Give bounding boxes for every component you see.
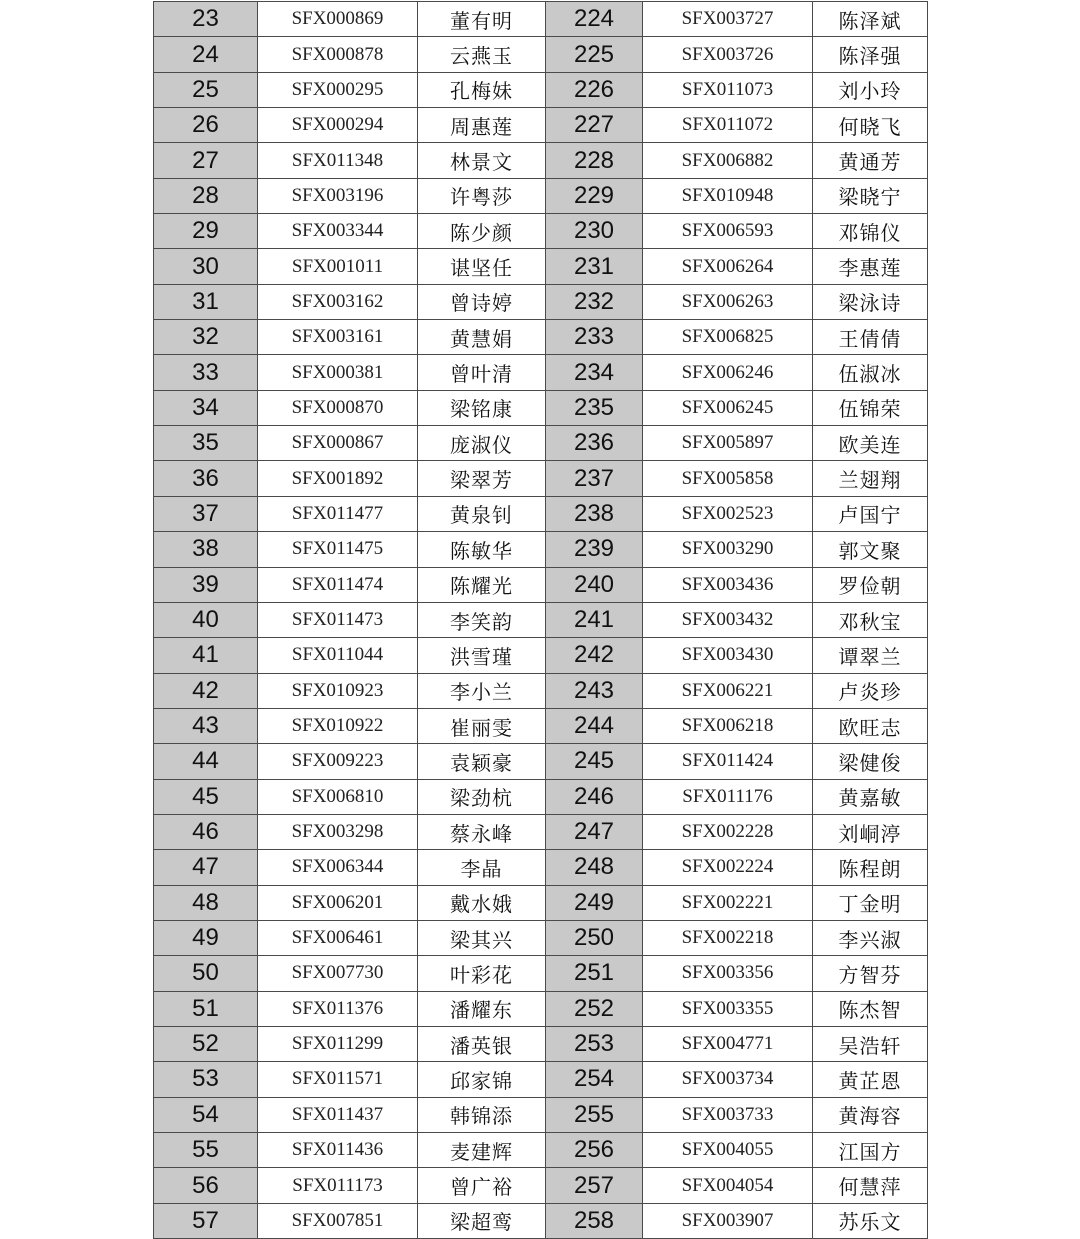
right-member-code-cell: SFX005858 <box>643 461 813 496</box>
table-row <box>154 1097 928 1132</box>
right-member-code-cell: SFX006825 <box>643 320 813 355</box>
left-row-number-cell: 40 <box>154 602 258 637</box>
right-row-number-cell: 245 <box>546 744 643 779</box>
right-row-number-cell: 229 <box>546 178 643 213</box>
left-row-number-cell: 46 <box>154 814 258 849</box>
left-member-code-cell: SFX000295 <box>258 72 418 107</box>
table-row <box>154 920 928 955</box>
left-row-number-cell: 50 <box>154 956 258 991</box>
right-member-name-cell: 吴浩轩 <box>813 1026 928 1061</box>
table-row <box>154 1168 928 1203</box>
left-row-number-cell: 28 <box>154 178 258 213</box>
right-member-code-cell: SFX002218 <box>643 920 813 955</box>
left-member-name-cell: 曾广裕 <box>418 1168 546 1203</box>
right-row-number-cell: 228 <box>546 143 643 178</box>
right-member-code-cell: SFX004771 <box>643 1026 813 1061</box>
table-row <box>154 638 928 673</box>
right-member-code-cell: SFX006221 <box>643 673 813 708</box>
left-row-number-cell: 24 <box>154 37 258 72</box>
left-row-number-cell: 34 <box>154 390 258 425</box>
left-member-code-cell: SFX011571 <box>258 1062 418 1097</box>
right-row-number-cell: 246 <box>546 779 643 814</box>
left-row-number-cell: 41 <box>154 638 258 673</box>
table-row <box>154 850 928 885</box>
table-row <box>154 708 928 743</box>
right-member-name-cell: 兰翅翔 <box>813 461 928 496</box>
left-member-code-cell: SFX003162 <box>258 284 418 319</box>
left-member-code-cell: SFX006810 <box>258 779 418 814</box>
right-member-code-cell: SFX011073 <box>643 72 813 107</box>
table-row <box>154 390 928 425</box>
right-member-code-cell: SFX002228 <box>643 814 813 849</box>
table-row <box>154 496 928 531</box>
right-row-number-cell: 249 <box>546 885 643 920</box>
right-row-number-cell: 230 <box>546 214 643 249</box>
right-row-number-cell: 257 <box>546 1168 643 1203</box>
right-member-name-cell: 李兴淑 <box>813 920 928 955</box>
left-row-number-cell: 39 <box>154 567 258 602</box>
table-row <box>154 779 928 814</box>
right-member-code-cell: SFX002523 <box>643 496 813 531</box>
left-row-number-cell: 31 <box>154 284 258 319</box>
table-row <box>154 178 928 213</box>
table-row <box>154 37 928 72</box>
right-member-code-cell: SFX003436 <box>643 567 813 602</box>
right-row-number-cell: 225 <box>546 37 643 72</box>
right-member-name-cell: 方智芬 <box>813 956 928 991</box>
right-row-number-cell: 224 <box>546 2 643 37</box>
left-row-number-cell: 44 <box>154 744 258 779</box>
table-row <box>154 1203 928 1238</box>
right-member-name-cell: 陈杰智 <box>813 991 928 1026</box>
table-row <box>154 214 928 249</box>
right-member-name-cell: 苏乐文 <box>813 1203 928 1238</box>
left-member-code-cell: SFX003196 <box>258 178 418 213</box>
right-row-number-cell: 227 <box>546 108 643 143</box>
roster-table <box>153 1 928 1239</box>
right-row-number-cell: 235 <box>546 390 643 425</box>
right-member-code-cell: SFX003734 <box>643 1062 813 1097</box>
table-row <box>154 1026 928 1061</box>
left-row-number-cell: 38 <box>154 532 258 567</box>
left-member-name-cell: 陈少颜 <box>418 214 546 249</box>
table-row <box>154 320 928 355</box>
right-member-name-cell: 何慧萍 <box>813 1168 928 1203</box>
left-member-code-cell: SFX011173 <box>258 1168 418 1203</box>
table-row <box>154 461 928 496</box>
left-member-code-cell: SFX010923 <box>258 673 418 708</box>
right-member-name-cell: 黄海容 <box>813 1097 928 1132</box>
right-row-number-cell: 243 <box>546 673 643 708</box>
right-row-number-cell: 251 <box>546 956 643 991</box>
table-row <box>154 249 928 284</box>
right-row-number-cell: 255 <box>546 1097 643 1132</box>
right-member-name-cell: 欧旺志 <box>813 708 928 743</box>
right-member-name-cell: 丁金明 <box>813 885 928 920</box>
right-member-name-cell: 梁健俊 <box>813 744 928 779</box>
left-row-number-cell: 45 <box>154 779 258 814</box>
right-row-number-cell: 240 <box>546 567 643 602</box>
left-member-name-cell: 麦建辉 <box>418 1133 546 1168</box>
table-row <box>154 673 928 708</box>
left-member-name-cell: 云燕玉 <box>418 37 546 72</box>
right-member-name-cell: 陈泽斌 <box>813 2 928 37</box>
left-row-number-cell: 57 <box>154 1203 258 1238</box>
left-member-code-cell: SFX003344 <box>258 214 418 249</box>
table-row <box>154 1133 928 1168</box>
left-member-code-cell: SFX011437 <box>258 1097 418 1132</box>
right-member-name-cell: 何晓飞 <box>813 108 928 143</box>
right-member-name-cell: 黄嘉敏 <box>813 779 928 814</box>
table-row <box>154 108 928 143</box>
right-member-name-cell: 伍淑冰 <box>813 355 928 390</box>
left-member-code-cell: SFX011299 <box>258 1026 418 1061</box>
left-member-name-cell: 潘英银 <box>418 1026 546 1061</box>
left-member-code-cell: SFX000870 <box>258 390 418 425</box>
right-member-name-cell: 谭翠兰 <box>813 638 928 673</box>
right-member-name-cell: 陈泽强 <box>813 37 928 72</box>
left-row-number-cell: 48 <box>154 885 258 920</box>
left-row-number-cell: 55 <box>154 1133 258 1168</box>
right-member-name-cell: 卢炎珍 <box>813 673 928 708</box>
left-member-code-cell: SFX010922 <box>258 708 418 743</box>
right-member-name-cell: 黄通芳 <box>813 143 928 178</box>
right-member-code-cell: SFX006593 <box>643 214 813 249</box>
left-member-name-cell: 潘耀东 <box>418 991 546 1026</box>
left-member-code-cell: SFX000869 <box>258 2 418 37</box>
right-member-name-cell: 邓秋宝 <box>813 602 928 637</box>
left-row-number-cell: 54 <box>154 1097 258 1132</box>
right-row-number-cell: 226 <box>546 72 643 107</box>
left-row-number-cell: 29 <box>154 214 258 249</box>
table-row <box>154 426 928 461</box>
right-member-name-cell: 王倩倩 <box>813 320 928 355</box>
right-member-code-cell: SFX002221 <box>643 885 813 920</box>
left-row-number-cell: 53 <box>154 1062 258 1097</box>
right-member-code-cell: SFX011072 <box>643 108 813 143</box>
left-member-code-cell: SFX000867 <box>258 426 418 461</box>
left-member-code-cell: SFX003161 <box>258 320 418 355</box>
right-member-name-cell: 梁泳诗 <box>813 284 928 319</box>
left-member-name-cell: 陈耀光 <box>418 567 546 602</box>
right-member-name-cell: 江国方 <box>813 1133 928 1168</box>
table-row <box>154 2 928 37</box>
right-member-name-cell: 伍锦荣 <box>813 390 928 425</box>
left-member-code-cell: SFX006461 <box>258 920 418 955</box>
left-member-name-cell: 蔡永峰 <box>418 814 546 849</box>
left-member-name-cell: 董有明 <box>418 2 546 37</box>
table-row <box>154 956 928 991</box>
right-member-code-cell: SFX004054 <box>643 1168 813 1203</box>
right-member-code-cell: SFX003290 <box>643 532 813 567</box>
right-row-number-cell: 236 <box>546 426 643 461</box>
roster-table-body <box>154 2 928 1239</box>
right-row-number-cell: 238 <box>546 496 643 531</box>
left-row-number-cell: 33 <box>154 355 258 390</box>
left-row-number-cell: 23 <box>154 2 258 37</box>
right-row-number-cell: 256 <box>546 1133 643 1168</box>
right-member-code-cell: SFX004055 <box>643 1133 813 1168</box>
right-row-number-cell: 234 <box>546 355 643 390</box>
right-member-code-cell: SFX011176 <box>643 779 813 814</box>
table-row <box>154 1062 928 1097</box>
left-member-code-cell: SFX011044 <box>258 638 418 673</box>
right-member-name-cell: 黄芷恩 <box>813 1062 928 1097</box>
table-row <box>154 284 928 319</box>
right-member-code-cell: SFX006882 <box>643 143 813 178</box>
left-member-name-cell: 李晶 <box>418 850 546 885</box>
left-member-code-cell: SFX011477 <box>258 496 418 531</box>
right-member-code-cell: SFX006218 <box>643 708 813 743</box>
right-member-name-cell: 邓锦仪 <box>813 214 928 249</box>
left-member-code-cell: SFX011436 <box>258 1133 418 1168</box>
left-member-code-cell: SFX001011 <box>258 249 418 284</box>
left-member-name-cell: 黄泉钊 <box>418 496 546 531</box>
right-row-number-cell: 232 <box>546 284 643 319</box>
left-member-name-cell: 孔梅妹 <box>418 72 546 107</box>
right-row-number-cell: 252 <box>546 991 643 1026</box>
left-row-number-cell: 35 <box>154 426 258 461</box>
left-member-code-cell: SFX009223 <box>258 744 418 779</box>
table-row <box>154 744 928 779</box>
right-row-number-cell: 237 <box>546 461 643 496</box>
right-member-name-cell: 刘峒渟 <box>813 814 928 849</box>
left-member-name-cell: 梁铭康 <box>418 390 546 425</box>
right-member-name-cell: 欧美连 <box>813 426 928 461</box>
left-member-name-cell: 戴水娥 <box>418 885 546 920</box>
right-row-number-cell: 248 <box>546 850 643 885</box>
right-member-code-cell: SFX003733 <box>643 1097 813 1132</box>
left-member-code-cell: SFX000294 <box>258 108 418 143</box>
left-member-name-cell: 邱家锦 <box>418 1062 546 1097</box>
right-row-number-cell: 244 <box>546 708 643 743</box>
right-member-code-cell: SFX003726 <box>643 37 813 72</box>
right-row-number-cell: 242 <box>546 638 643 673</box>
left-member-name-cell: 谌坚任 <box>418 249 546 284</box>
left-member-code-cell: SFX011475 <box>258 532 418 567</box>
left-member-code-cell: SFX003298 <box>258 814 418 849</box>
right-member-code-cell: SFX005897 <box>643 426 813 461</box>
left-member-name-cell: 曾叶清 <box>418 355 546 390</box>
left-member-code-cell: SFX011348 <box>258 143 418 178</box>
left-member-name-cell: 李笑韵 <box>418 602 546 637</box>
right-member-name-cell: 陈程朗 <box>813 850 928 885</box>
right-row-number-cell: 247 <box>546 814 643 849</box>
right-member-code-cell: SFX006246 <box>643 355 813 390</box>
table-row <box>154 532 928 567</box>
left-row-number-cell: 36 <box>154 461 258 496</box>
right-member-code-cell: SFX003355 <box>643 991 813 1026</box>
left-member-code-cell: SFX006344 <box>258 850 418 885</box>
right-member-name-cell: 李惠莲 <box>813 249 928 284</box>
right-member-name-cell: 郭文聚 <box>813 532 928 567</box>
left-row-number-cell: 30 <box>154 249 258 284</box>
right-member-name-cell: 刘小玲 <box>813 72 928 107</box>
left-row-number-cell: 37 <box>154 496 258 531</box>
left-member-name-cell: 崔丽雯 <box>418 708 546 743</box>
left-member-name-cell: 梁劲杭 <box>418 779 546 814</box>
right-member-code-cell: SFX002224 <box>643 850 813 885</box>
left-member-code-cell: SFX006201 <box>258 885 418 920</box>
right-member-name-cell: 卢国宁 <box>813 496 928 531</box>
right-member-name-cell: 梁晓宁 <box>813 178 928 213</box>
left-member-name-cell: 陈敏华 <box>418 532 546 567</box>
table-row <box>154 991 928 1026</box>
right-row-number-cell: 253 <box>546 1026 643 1061</box>
right-member-code-cell: SFX006263 <box>643 284 813 319</box>
left-row-number-cell: 49 <box>154 920 258 955</box>
table-row <box>154 885 928 920</box>
left-member-name-cell: 袁颖豪 <box>418 744 546 779</box>
left-member-name-cell: 叶彩花 <box>418 956 546 991</box>
right-member-code-cell: SFX006264 <box>643 249 813 284</box>
left-member-code-cell: SFX007730 <box>258 956 418 991</box>
right-member-code-cell: SFX010948 <box>643 178 813 213</box>
left-row-number-cell: 25 <box>154 72 258 107</box>
left-member-name-cell: 曾诗婷 <box>418 284 546 319</box>
left-row-number-cell: 32 <box>154 320 258 355</box>
left-member-code-cell: SFX011473 <box>258 602 418 637</box>
right-member-code-cell: SFX003430 <box>643 638 813 673</box>
left-member-code-cell: SFX011376 <box>258 991 418 1026</box>
left-member-name-cell: 梁超鸾 <box>418 1203 546 1238</box>
right-member-code-cell: SFX003432 <box>643 602 813 637</box>
right-member-name-cell: 罗俭朝 <box>813 567 928 602</box>
right-row-number-cell: 250 <box>546 920 643 955</box>
left-member-name-cell: 梁翠芳 <box>418 461 546 496</box>
left-member-name-cell: 洪雪瑾 <box>418 638 546 673</box>
left-row-number-cell: 56 <box>154 1168 258 1203</box>
table-row <box>154 814 928 849</box>
left-member-name-cell: 韩锦添 <box>418 1097 546 1132</box>
left-row-number-cell: 51 <box>154 991 258 1026</box>
left-member-name-cell: 许粤莎 <box>418 178 546 213</box>
table-row <box>154 355 928 390</box>
left-row-number-cell: 43 <box>154 708 258 743</box>
left-member-code-cell: SFX000381 <box>258 355 418 390</box>
left-row-number-cell: 42 <box>154 673 258 708</box>
left-member-name-cell: 李小兰 <box>418 673 546 708</box>
left-member-name-cell: 林景文 <box>418 143 546 178</box>
right-member-code-cell: SFX003907 <box>643 1203 813 1238</box>
right-member-code-cell: SFX003727 <box>643 2 813 37</box>
left-member-code-cell: SFX011474 <box>258 567 418 602</box>
table-row <box>154 602 928 637</box>
right-row-number-cell: 233 <box>546 320 643 355</box>
right-member-code-cell: SFX011424 <box>643 744 813 779</box>
left-member-name-cell: 梁其兴 <box>418 920 546 955</box>
right-row-number-cell: 254 <box>546 1062 643 1097</box>
left-row-number-cell: 52 <box>154 1026 258 1061</box>
right-row-number-cell: 231 <box>546 249 643 284</box>
right-row-number-cell: 239 <box>546 532 643 567</box>
left-member-name-cell: 黄慧娟 <box>418 320 546 355</box>
left-member-code-cell: SFX000878 <box>258 37 418 72</box>
table-row <box>154 72 928 107</box>
table-row <box>154 143 928 178</box>
left-row-number-cell: 47 <box>154 850 258 885</box>
left-member-code-cell: SFX001892 <box>258 461 418 496</box>
right-row-number-cell: 241 <box>546 602 643 637</box>
table-row <box>154 567 928 602</box>
left-row-number-cell: 27 <box>154 143 258 178</box>
right-member-code-cell: SFX006245 <box>643 390 813 425</box>
right-row-number-cell: 258 <box>546 1203 643 1238</box>
right-member-code-cell: SFX003356 <box>643 956 813 991</box>
left-member-name-cell: 周惠莲 <box>418 108 546 143</box>
left-member-name-cell: 庞淑仪 <box>418 426 546 461</box>
left-member-code-cell: SFX007851 <box>258 1203 418 1238</box>
left-row-number-cell: 26 <box>154 108 258 143</box>
